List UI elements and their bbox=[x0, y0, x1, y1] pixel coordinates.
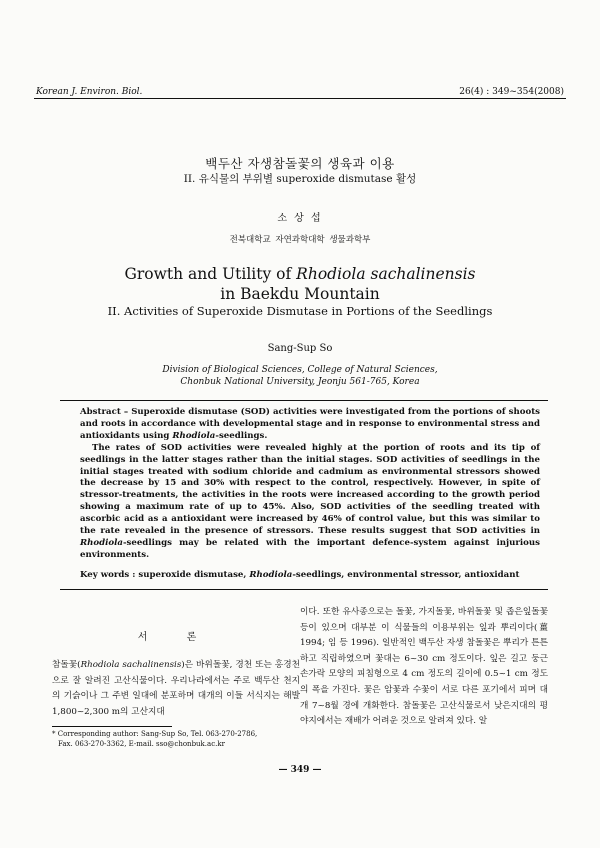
volume-pages: 26(4) : 349~354(2008) bbox=[459, 87, 564, 97]
abstract-text: Abstract – Superoxide dismutase (SOD) activities were investigated from the portions of shoots and roots in accordance with developmental stage and in response to environmental stress and antioxidants using bbox=[80, 407, 540, 441]
footnote bbox=[52, 729, 300, 749]
abstract-paragraph-2 bbox=[80, 443, 540, 562]
header-rule bbox=[34, 98, 566, 99]
abstract-paragraph-1 bbox=[80, 407, 540, 443]
species-name: Rhodiola sachalinensis bbox=[296, 265, 476, 283]
section-heading: 서 론 bbox=[137, 632, 215, 643]
journal-name: Korean J. Environ. Biol. bbox=[36, 87, 143, 97]
title-korean: 백두산 자생참돌꽃의 생육과 이용 bbox=[205, 156, 395, 171]
subtitle-english: II. Activities of Superoxide Dismutase in Portions of the Seedlings bbox=[107, 304, 493, 318]
title-english-plain: Growth and Utility of bbox=[124, 265, 297, 283]
body-text: 참돌꽃( bbox=[52, 660, 81, 670]
affiliation-korean: 전북대학교 자연과학대학 생물과학부 bbox=[229, 235, 371, 245]
right-column-text bbox=[300, 605, 548, 730]
affiliation-english-line1: Division of Biological Sciences, College of Natural Sciences, bbox=[162, 365, 438, 375]
title-english-line1 bbox=[36, 265, 564, 283]
keywords-italic: Rhodiola bbox=[249, 570, 293, 580]
keywords bbox=[80, 570, 540, 580]
keywords-label: Key words : superoxide dismutase, bbox=[80, 570, 250, 580]
title-english-line2: in Baekdu Mountain bbox=[220, 285, 380, 303]
abstract-rule-top bbox=[60, 400, 548, 401]
abstract-italic: Rhodiola bbox=[80, 537, 123, 548]
abstract-text: -seedlings. bbox=[215, 430, 268, 441]
abstract-text: The rates of SOD activities were revealed highly at the portion of roots and its tip of seedlings in the latter stages rather than the initial stages. SOD activities of seedlings in the initial stages treated with sodium chloride and cadmium as environmental stressors showed the decrease by 15 and 30% with respect to the control, respectively. However, in spite of stressor-treatments, the activities in the roots were increased according to the growth period showing a maximum rate of up to 45%. Also, SOD activities of the seedling treated with ascorbic acid as a antioxidant were increased by 46% of control value, but this was similar to the rate revealed in the presence of stressors. These results suggest that SOD activities in bbox=[80, 442, 540, 537]
subtitle-korean: II. 유식물의 부위별 superoxide dismutase 활성 bbox=[183, 173, 417, 185]
abstract-rule-bottom bbox=[60, 589, 548, 590]
abstract-text: -seedlings may be related with the important defence-system against injurious environments. bbox=[80, 537, 540, 560]
author-english: Sang-Sup So bbox=[267, 343, 333, 354]
footnote-line: * Corresponding author: Sang-Sup So, Tel. 063-270-2786, bbox=[52, 730, 258, 738]
page-number: — 349 — bbox=[278, 765, 322, 775]
abstract-italic: Rhodiola bbox=[172, 430, 216, 441]
body-text: )은 바위돌꽃, 경천 또는 홍경천으로 잘 알려진 고산식물이다. 우리나라에서는 주로 백두산 천지의 기슭이나 그 주변 일대에 분포하며 대개의 이들 서식지는 해발 1,800~2,300 m의 고산지대 bbox=[52, 660, 300, 717]
author-korean: 소 상 섭 bbox=[277, 213, 323, 224]
left-column-text bbox=[52, 658, 300, 720]
keywords-rest: -seedlings, environmental stressor, antioxidant bbox=[292, 570, 520, 580]
footnote-rule bbox=[52, 726, 172, 727]
affiliation-english-line2: Chonbuk National University, Jeonju 561-765, Korea bbox=[180, 377, 420, 387]
body-italic: Rhodiola sachalinensis bbox=[80, 660, 182, 670]
footnote-line: Fax. 063-270-3362, E-mail. sso@chonbuk.ac.kr bbox=[58, 740, 225, 748]
abstract bbox=[80, 407, 540, 562]
body-text: 이다. 또한 유사종으로는 돌꽃, 가지돌꽃, 바위돌꽃 및 좁은잎돌꽃 등이 있으며 대부분 이 식물들의 이용부위는 잎과 뿌리이다(薑 1994; 임 등 1996). 일반적인 백두산 자생 참돌꽃은 뿌리가 튼튼하고 직립하였으며 꽃대는 6~30 cm 정도이다. 잎은 길고 둥근 손가락 모양의 피침형으로 4 cm 정도의 길이에 0.5~1 cm 정도의 폭을 가진다. 꽃은 암꽃과 수꽃이 서로 다른 포기에서 피며 대개 7~8월 경에 개화한다. 참돌꽃은 고산식물로서 낮은지대의 평야지에서는 재배가 어려운 것으로 알려져 있다. 알 bbox=[300, 607, 548, 727]
